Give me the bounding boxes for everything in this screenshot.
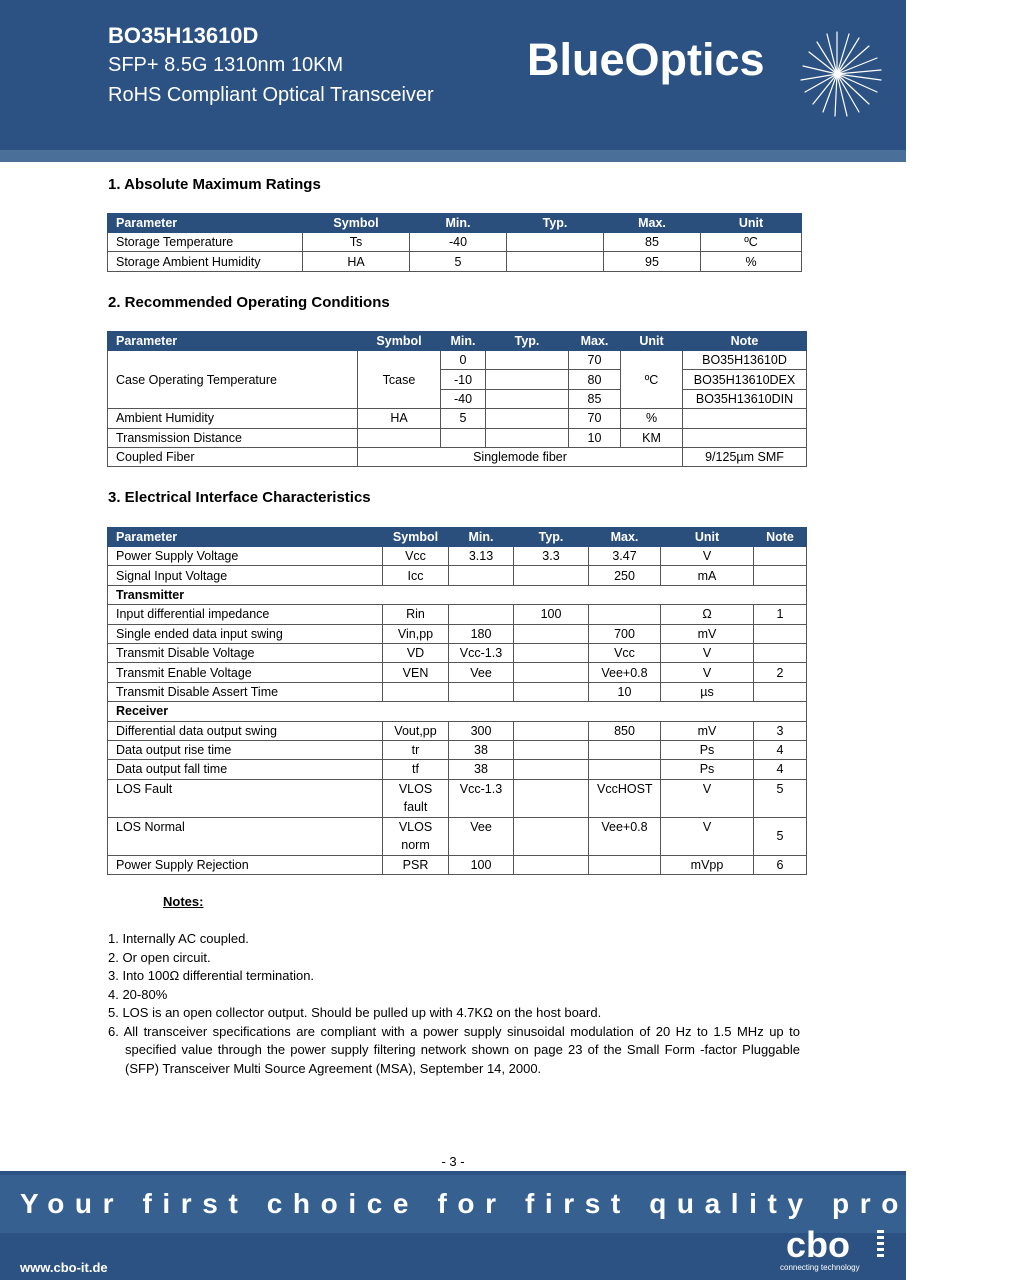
table-row xyxy=(108,760,807,779)
table-row xyxy=(108,447,807,466)
table-cell xyxy=(754,547,807,566)
table-row xyxy=(108,409,807,428)
table-cell: 85 xyxy=(569,389,621,408)
table-cell xyxy=(683,409,807,428)
table-cell: tr xyxy=(383,740,449,759)
column-header: Parameter xyxy=(108,528,383,547)
part-number: BO35H13610D xyxy=(108,23,259,48)
section-title-operating-conditions: 2. Recommended Operating Conditions xyxy=(108,294,390,311)
table-cell: 1 xyxy=(754,605,807,624)
table-cell: Ps xyxy=(661,740,754,759)
table-cell: Transmission Distance xyxy=(108,428,358,447)
table-cell: Transmit Disable Voltage xyxy=(108,643,383,662)
table-cell: Ambient Humidity xyxy=(108,409,358,428)
table-cell: 250 xyxy=(589,566,661,585)
table-cell: 3.47 xyxy=(589,547,661,566)
table-cell: V xyxy=(661,779,754,817)
header-text xyxy=(108,22,434,110)
table-cell xyxy=(507,252,604,271)
column-header: Max. xyxy=(589,528,661,547)
table-cell xyxy=(514,624,589,643)
table-cell: Storage Ambient Humidity xyxy=(108,252,303,271)
table-cell xyxy=(589,855,661,874)
table-cell: PSR xyxy=(383,855,449,874)
symbol-line: norm xyxy=(401,837,430,852)
table-cell: BO35H13610D xyxy=(683,351,807,370)
table-cell: V xyxy=(661,817,754,855)
column-header: Min. xyxy=(441,332,486,351)
table-cell: Vee xyxy=(449,817,514,855)
table-cell: Data output fall time xyxy=(108,760,383,779)
table-row xyxy=(108,855,807,874)
table-cell xyxy=(514,566,589,585)
table-row xyxy=(108,643,807,662)
column-header: Min. xyxy=(449,528,514,547)
table-cell: -40 xyxy=(441,389,486,408)
table-cell: 4 xyxy=(754,760,807,779)
table-cell: 9/125µm SMF xyxy=(683,447,807,466)
column-header: Parameter xyxy=(108,332,358,351)
table-cell xyxy=(514,779,589,817)
table-cell xyxy=(358,428,441,447)
cbo-tagline: connecting technology xyxy=(780,1263,860,1272)
table-row xyxy=(108,817,807,855)
table-cell: mA xyxy=(661,566,754,585)
table-cell: Storage Temperature xyxy=(108,233,303,252)
table-cell: 100 xyxy=(449,855,514,874)
symbol-line: VLOS xyxy=(398,781,433,796)
operating-conditions-table xyxy=(107,331,807,467)
table-cell: VccHOST xyxy=(589,779,661,817)
table-cell xyxy=(589,760,661,779)
table-cell: 10 xyxy=(589,682,661,701)
table-cell: 5 xyxy=(754,817,807,855)
table-cell: Coupled Fiber xyxy=(108,447,358,466)
table-cell: 5 xyxy=(754,779,807,817)
table-cell: 3.13 xyxy=(449,547,514,566)
table-cell xyxy=(514,740,589,759)
absolute-max-table xyxy=(107,213,802,272)
table-cell: Vin,pp xyxy=(383,624,449,643)
receiver-label: Receiver xyxy=(108,702,807,721)
table-cell: HA xyxy=(358,409,441,428)
table-cell xyxy=(754,643,807,662)
table-cell: % xyxy=(621,409,683,428)
table-cell: Data output rise time xyxy=(108,740,383,759)
table-cell xyxy=(514,663,589,682)
table-cell: Transmit Disable Assert Time xyxy=(108,682,383,701)
table-cell: Differential data output swing xyxy=(108,721,383,740)
column-header: Typ. xyxy=(514,528,589,547)
table-cell: Vee xyxy=(449,663,514,682)
table-cell: mV xyxy=(661,624,754,643)
table-cell xyxy=(589,740,661,759)
table-cell xyxy=(486,370,569,389)
table-cell: -40 xyxy=(410,233,507,252)
table-cell: VD xyxy=(383,643,449,662)
table-cell xyxy=(754,566,807,585)
table-cell xyxy=(514,721,589,740)
column-header: Parameter xyxy=(108,214,303,233)
table-cell: 2 xyxy=(754,663,807,682)
table-row xyxy=(108,605,807,624)
table-cell: Vcc xyxy=(589,643,661,662)
table-cell: 4 xyxy=(754,740,807,759)
table-cell xyxy=(486,389,569,408)
table-cell: 5 xyxy=(441,409,486,428)
table-cell xyxy=(754,624,807,643)
column-header: Max. xyxy=(569,332,621,351)
table-cell: BO35H13610DEX xyxy=(683,370,807,389)
column-header: Unit xyxy=(661,528,754,547)
symbol-line: fault xyxy=(403,799,428,814)
table-header-row xyxy=(108,214,802,233)
table-cell: 6 xyxy=(754,855,807,874)
table-cell: Vee+0.8 xyxy=(589,817,661,855)
table-row xyxy=(108,624,807,643)
table-cell xyxy=(683,428,807,447)
table-cell: HA xyxy=(303,252,410,271)
table-row xyxy=(108,566,807,585)
column-header: Typ. xyxy=(486,332,569,351)
footer-slogan: Your first choice for first quality prodcts xyxy=(20,1188,1009,1219)
table-cell: Power Supply Voltage xyxy=(108,547,383,566)
section-title-electrical: 3. Electrical Interface Characteristics xyxy=(108,489,371,506)
note-item: 1. Internally AC coupled. xyxy=(108,931,249,946)
table-cell xyxy=(383,779,449,817)
table-cell: 100 xyxy=(514,605,589,624)
table-cell: Ps xyxy=(661,760,754,779)
table-cell: 5 xyxy=(410,252,507,271)
column-header: Symbol xyxy=(383,528,449,547)
note-item: 3. Into 100Ω differential termination. xyxy=(108,968,315,983)
table-cell: LOS Fault xyxy=(108,779,383,817)
column-header: Note xyxy=(683,332,807,351)
table-cell: Vcc-1.3 xyxy=(449,643,514,662)
website-link[interactable]: www.cbo-it.de xyxy=(20,1260,108,1275)
table-cell: 85 xyxy=(604,233,701,252)
table-cell: Ω xyxy=(661,605,754,624)
table-cell: Single ended data input swing xyxy=(108,624,383,643)
column-header: Symbol xyxy=(358,332,441,351)
table-cell xyxy=(514,643,589,662)
table-cell: 70 xyxy=(569,409,621,428)
table-cell xyxy=(449,682,514,701)
table-cell xyxy=(589,605,661,624)
table-row xyxy=(108,233,802,252)
column-header: Note xyxy=(754,528,807,547)
table-row xyxy=(108,779,807,817)
compliance-text: RoHS Compliant Optical Transceiver xyxy=(108,84,434,106)
general-rows xyxy=(108,547,807,586)
table-row xyxy=(108,682,807,701)
table-cell: V xyxy=(661,643,754,662)
table-cell: µs xyxy=(661,682,754,701)
table-cell: % xyxy=(701,252,802,271)
table-cell: V xyxy=(661,663,754,682)
table-cell: 300 xyxy=(449,721,514,740)
table-cell: Vee+0.8 xyxy=(589,663,661,682)
table-cell: Signal Input Voltage xyxy=(108,566,383,585)
table-cell: 3 xyxy=(754,721,807,740)
table-cell: mVpp xyxy=(661,855,754,874)
transmitter-rows xyxy=(108,605,807,702)
column-header: Typ. xyxy=(507,214,604,233)
table-row xyxy=(108,428,807,447)
note-item: 6. All transceiver specifications are compliant with a power supply sinusoidal modulation of 20 Hz to 1.5 MHz up to specified value through the power supply filtering network shown on page 23 of the Small Form -factor Pluggable (SFP) Transceiver Multi Source Agreement (MSA), September 14, 2000. xyxy=(108,1023,800,1076)
section-title-absolute-max: 1. Absolute Maximum Ratings xyxy=(108,176,321,193)
note-item: 4. 20-80% xyxy=(108,986,168,1002)
table-cell xyxy=(486,428,569,447)
table-cell: tf xyxy=(383,760,449,779)
table-cell: 38 xyxy=(449,760,514,779)
table-cell xyxy=(449,605,514,624)
table-cell: Transmit Enable Voltage xyxy=(108,663,383,682)
column-header: Unit xyxy=(701,214,802,233)
table-cell: Vout,pp xyxy=(383,721,449,740)
table-row xyxy=(108,252,802,271)
table-cell: Power Supply Rejection xyxy=(108,855,383,874)
cbo-logo-text: cbo xyxy=(786,1224,851,1265)
table-cell: BO35H13610DIN xyxy=(683,389,807,408)
table-cell: ºC xyxy=(621,351,683,409)
table-cell: 38 xyxy=(449,740,514,759)
product-subtitle: SFP+ 8.5G 1310nm 10KM xyxy=(108,54,344,76)
table-cell: Icc xyxy=(383,566,449,585)
table-cell: Input differential impedance xyxy=(108,605,383,624)
table-cell xyxy=(486,409,569,428)
table-cell xyxy=(514,855,589,874)
table-row xyxy=(108,702,807,721)
table-cell: Tcase xyxy=(358,351,441,409)
table-cell xyxy=(514,760,589,779)
table-cell: 80 xyxy=(569,370,621,389)
note-item: 2. Or open circuit. xyxy=(108,949,211,965)
header-strip xyxy=(0,150,906,162)
table-cell: Ts xyxy=(303,233,410,252)
table-cell xyxy=(383,682,449,701)
table-cell: KM xyxy=(621,428,683,447)
table-cell: VEN xyxy=(383,663,449,682)
table-cell: Singlemode fiber xyxy=(358,447,683,466)
table-cell: V xyxy=(661,547,754,566)
table-header-row xyxy=(108,332,807,351)
table-cell xyxy=(514,682,589,701)
transmitter-label: Transmitter xyxy=(108,585,807,604)
table-cell xyxy=(486,351,569,370)
table-cell: mV xyxy=(661,721,754,740)
table-cell: 10 xyxy=(569,428,621,447)
column-header: Min. xyxy=(410,214,507,233)
table-cell: ºC xyxy=(701,233,802,252)
table-header-row xyxy=(108,528,807,547)
logo-dots-icon xyxy=(876,1230,886,1262)
table-row xyxy=(108,585,807,604)
table-cell: Rin xyxy=(383,605,449,624)
table-cell: 95 xyxy=(604,252,701,271)
note-item: 5. LOS is an open collector output. Should be pulled up with 4.7KΩ on the host board. xyxy=(108,1005,602,1020)
table-cell xyxy=(514,817,589,855)
table-row xyxy=(108,351,807,370)
table-row xyxy=(108,547,807,566)
table-cell: 180 xyxy=(449,624,514,643)
notes-title: Notes: xyxy=(163,894,204,909)
table-cell: Case Operating Temperature xyxy=(108,351,358,409)
cbo-logo xyxy=(780,1224,890,1276)
table-cell xyxy=(383,817,449,855)
table-cell xyxy=(441,428,486,447)
column-header: Symbol xyxy=(303,214,410,233)
table-cell: 70 xyxy=(569,351,621,370)
table-cell: 850 xyxy=(589,721,661,740)
table-cell: 3.3 xyxy=(514,547,589,566)
table-row xyxy=(108,721,807,740)
table-cell: Vcc xyxy=(383,547,449,566)
table-cell: Vcc-1.3 xyxy=(449,779,514,817)
table-cell xyxy=(507,233,604,252)
table-row xyxy=(108,740,807,759)
table-cell: LOS Normal xyxy=(108,817,383,855)
table-cell xyxy=(754,682,807,701)
brand-name: BlueOptics xyxy=(527,34,765,85)
receiver-rows xyxy=(108,721,807,779)
table-cell: 0 xyxy=(441,351,486,370)
electrical-table xyxy=(107,527,807,875)
table-cell xyxy=(449,566,514,585)
table-row xyxy=(108,663,807,682)
column-header: Max. xyxy=(604,214,701,233)
column-header: Unit xyxy=(621,332,683,351)
table-cell: -10 xyxy=(441,370,486,389)
page-number: - 3 - xyxy=(441,1154,465,1169)
starburst-icon xyxy=(789,26,885,122)
notes-list xyxy=(108,930,800,1078)
symbol-line: VLOS xyxy=(398,819,433,834)
table-cell: 700 xyxy=(589,624,661,643)
